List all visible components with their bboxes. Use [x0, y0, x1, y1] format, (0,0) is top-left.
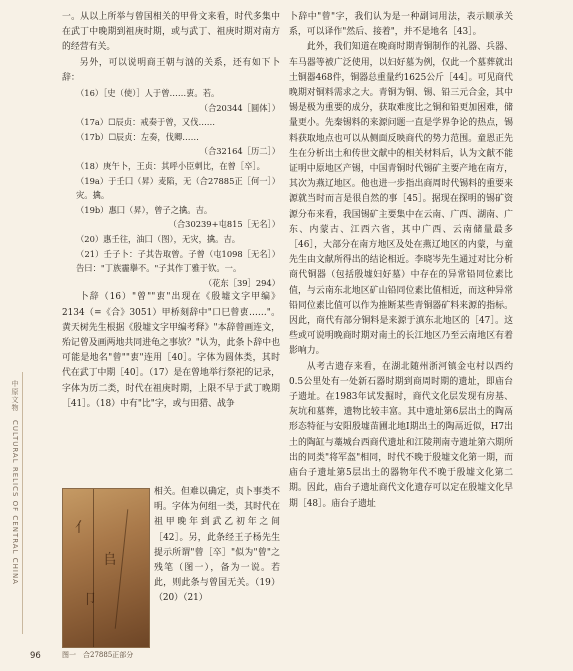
inscription-text: （17a）☐辰贞：戒奏于曾，又伐…… [76, 117, 216, 128]
inscription-line [62, 232, 280, 259]
inscription-line [62, 159, 280, 186]
inscription-line [62, 101, 280, 116]
journal-sidebar-title: 中原文物 CULTURAL RELICS OF CENTRAL CHINA [11, 380, 19, 585]
inscription-text: （21）壬子卜：子其告取曾。子曾告曰："丁族霾擧不。"子其作丁雅于钦。一。 [76, 248, 242, 274]
inscription-line [62, 203, 280, 218]
paragraph-3: 卜辞（16）"曾""叀"出现在《殷墟文字甲编》2134（=《合》3051）甲桥刻辞中"口巳曾叀……"。黄天树先生根据《殷墟文字甲编考释》"本辞曾画连文，殆记曾及画两地共同进龟之事欤？"认为，此条卜辞中也可能是地名"曾""叀"连用［40］。字体为圆体类，其时代在武丁中期［40］。（17）是在曾地举行祭祀的记录，字体为历二类，时代在祖庚时期，上限不早于武丁晚期［41］。（18）中有"比"字，或与田猎、战争 [62, 292, 280, 409]
inscription-line [62, 130, 280, 145]
inscription-glyph: 𠂤 [103, 552, 117, 568]
paragraph-2: 另外，可以说明商王朝与汹的关系，还有如下卜辞： [62, 57, 280, 83]
inscription-line [62, 144, 280, 159]
sidebar-rule [22, 372, 23, 634]
inscription-text: （16）［史（使）］人于曾……叀。若。 [76, 88, 220, 99]
right-paragraph-3: 从考古遗存来看，在湖北随州浙河镇金屯村以西约0.5公里处有一处新石器时期到商周时期的遗址，即庙台子遗址。在1983年试发掘时，商代文化层发现有房基、灰坑和墓葬，遗物比较丰富。其中遗址第6层出土的陶鬲形态特征与安阳殷墟苗圃北地Ⅰ期出土的陶鬲近似，H7出土的陶缸与藁城台西商代遗址和江陵荆南寺遗址第六期所出的同类"将军盔"相同，时代不晚于殷墟文化第一期，而庙台子遗址第5层出土的器物年代不晚于殷墟文化第二期。因此，庙台子遗址商代文化遗存可以定在殷墟文化早期［48］。庙台子遗址 [289, 361, 513, 509]
inscription-source: （合32164［历二］） [199, 146, 280, 157]
wrap-paragraph: 相关。但难以确定，贞卜事类不明。字体为何组一类，其时代在祖甲晚年到武乙初年之间［42］。另，此条经王子杨先生提示所谓"曾［卒］"似为"曾"之残笔（图一），备为一说。若此，则此条与曾国无关。（19）（20）（21） [154, 487, 280, 604]
page-number: 96 [30, 651, 41, 661]
inscription-text: （17b）☐辰贞：左奏，伐卿…… [76, 131, 199, 142]
figure-caption: 图一 合27885正部分 [62, 651, 134, 659]
inscription-text: （19b）惠囗（昇），曾子之擒。吉。 [76, 204, 213, 215]
right-paragraph-1: 卜辞中"曾"字，我们认为是一种副词用法，表示顺承关系，可以译作"然后、接着"，并不是地名［43］。 [289, 12, 513, 38]
oracle-bone-figure [62, 488, 150, 648]
inscription-source: （屯1098［无名］） [204, 248, 280, 259]
wrap-text-block [154, 485, 280, 607]
right-paragraph-2: 此外，我们知道在晚商时期青铜制作的礼器、兵器、车马器等被广泛使用，以妇好墓为例，仅此一个墓葬就出土铜器468件，铜器总重量约1625公斤［44］。可见商代晚期对铜料需求之大。青铜为铜、锡、铅三元合金，其中锡是极为重要的成分，获取难度比之铜和铅更加困难，储量更小。先秦锡料的来源问题一直是学界争论的热点，锡料获取地点也可以从侧面反映商代的势力范围。童恩正先生在分析出土和传世文献中的相关材料后，认为文献不能证明中原地区产锡，中国青铜时代锡矿主要产地在南方，其次为燕辽地区。他也进一步指出商周时代锡料的重要来源就当时而言是很自然的事［45］。据现在探明的锡矿资源分布来看，我国锡矿主要集中在云南、广西、湖南、广东、内蒙古、江西六省，其中广西、云南储量最多［46］，大部分在南方地区及处在燕辽地区的内蒙，与童先生由文献所得出的结论相近。李晓岑先生通过对比分析商代铜器（包括殷墟妇好墓）中存在的异常铅同位素比值，与云南东北地区矿山铅同位素比值相近，而这种异常铅同位素比值可以作为推断某些青铜器矿料来源的指标。因此，商代有部分铜料是来源于滇东北地区的［47］。这些或可说明晚商时期对南土的长江地区乃至云南地区有着影响力。 [289, 42, 513, 357]
inscription-line [62, 217, 280, 232]
inscription-source: （合27885正［何一］） [191, 175, 280, 186]
inscription-source: （合20344［圆体］） [199, 102, 280, 113]
inscription-line [62, 115, 280, 130]
inscription-examples [62, 86, 280, 290]
inscription-text: （19a）于壬囗（昇）麦陷，无灾。擒。 [76, 175, 192, 201]
inscription-source: （花东［39］294） [203, 277, 280, 288]
inscription-source: （合30239+屯815［无名］） [168, 219, 280, 230]
inscription-line [62, 276, 280, 291]
inscription-glyph: ⺅ [75, 520, 89, 536]
inscription-text: （20）惠壬往，油囗（图），无灾，擒。吉。 [76, 233, 241, 244]
inscription-line [62, 86, 280, 101]
left-column [62, 10, 280, 412]
intro-paragraph: 一。从以上所举与曾国相关的甲骨文来看，时代多集中在武丁中晚期到祖庚时期，或与武丁、祖庚时期对南方的经营有关。 [62, 12, 280, 53]
inscription-glyph: ⼙ [83, 592, 97, 608]
right-column [289, 10, 513, 512]
inscription-text: （18）庚午卜，王贞：其呼小臣刺比，在曾［卒］。 [76, 160, 265, 171]
